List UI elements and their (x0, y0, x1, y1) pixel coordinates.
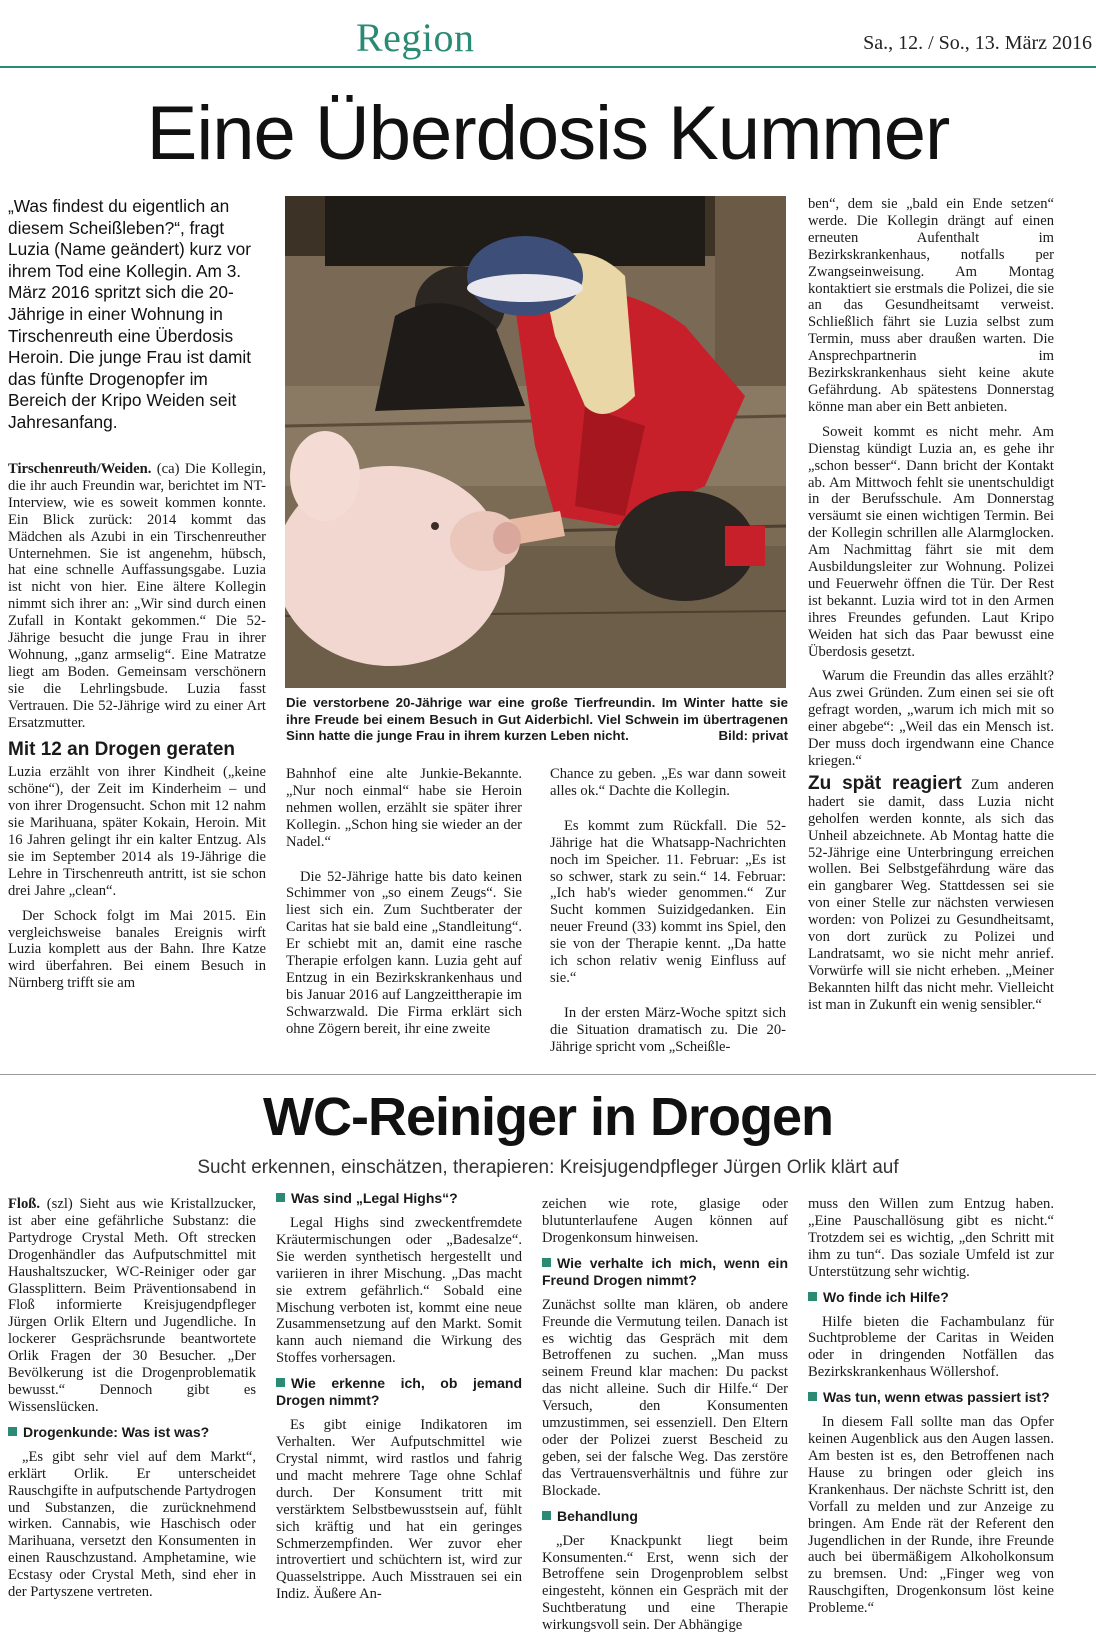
subheading-reagiert: Zu spät reagiert (808, 772, 962, 794)
article2-column-4 (808, 1196, 1054, 1617)
paragraph: Bahnhof eine alte Junkie-Bekannte. „Nur noch einmal“ habe sie Heroin nehmen wollen, erzählt sie später ihrer Kollegin. „Schon hing sie wieder an der Nadel.“ (286, 766, 522, 850)
paragraph: „Es gibt sehr viel auf dem Markt“, erklärt Orlik. Er unterscheidet Rauschgifte in aufputschende Partydrogen und Substanzen, die zurücknehmend wirken. Cannabis, wie Haschisch oder Marihuana, versetzt den Konsumenten in einen Rauschzustand. Amphetamine, wie Ecstasy oder Crystal Meth, sind eher in der Partyszene vertreten. (8, 1448, 256, 1601)
paragraph-text: (szl) Sieht aus wie Kristallzucker, ist aber eine gefährliche Substanz: die Partydroge Crystal Meth. Oft strecken Drogenhändler das Aufputschmittel mit Haushaltszucker, WC-Reiniger oder gar Glassplittern. Beim Präventionsabend in Floß informierte Kreisjugendpfleger Jürgen Orlik Eltern und Jugendliche. In lockerer Gesprächsrunde beantwortete Orlik Fragen der 30 Besucher. „Der Bevölkerung ist die Drogenproblematik bewusst.“ Dennoch gibt es Wissenslücken. (8, 1196, 256, 1415)
paragraph: Soweit kommt es nicht mehr. Am Dienstag kündigt Luzia an, es gehe ihr „schon besser“. Dann bricht der Kontakt ab. Am Mittwoch fehlt sie unentschuldigt in der Berufsschule. Am Donnerstag versäumt sie einen wichtigen Termin. Bei der Kollegin schrillen alle Alarmglocken. Am Nachmittag fährt sie mit dem Ausbildungsleiter zur Wohnung. Polizei und Feuerwehr öffnen die Tür. Der Rest ist bekannt. Luzia wird tot in den Armen ihres Freundes gefunden. Laut Kripo Weiden hat sich das Paar bewusst eine Überdosis gesetzt. (808, 423, 1054, 660)
paragraph: Legal Highs sind zweckentfremdete Kräutermischungen oder „Badesalze“. Sie werden synthetisch hergestellt und variieren in ihrer Mischung. „Das macht sie extrem gefährlich.“ Sobald eine Mischung verboten ist, kommt eine neue Zusammensetzung auf den Markt. Somit kann auch niemand die Wirkung des Stoffes vorhersagen. (276, 1215, 522, 1367)
paragraph (808, 772, 1054, 1014)
paragraph: muss den Willen zum Entzug haben. „Eine Pauschallösung gibt es nicht.“ Trotzdem sei es wichtig, „den Schritt mit ihm zu tun“. Das soziale Umfeld ist zur Unterstützung sehr wichtig. (808, 1196, 1054, 1280)
article2-column-3 (542, 1196, 788, 1634)
paragraph: „Der Knackpunkt liegt beim Konsumenten.“ Erst, wenn sich der Betroffene sein Drogenproblem selbst eingesteht, können ein Gespräch mit der Suchtberatung und eine Therapie wirkungsvoll sein. Der Abhängige (542, 1532, 788, 1634)
subheading-drogen: Mit 12 an Drogen geraten (8, 738, 235, 760)
photo-caption (286, 695, 788, 745)
bullet-square-icon (542, 1511, 551, 1520)
bullet-square-icon (276, 1378, 285, 1387)
page-header (0, 0, 1096, 70)
article1-column-4 (808, 196, 1054, 1014)
caption-text: Die verstorbene 20-Jährige war eine große Tierfreundin. Im Winter hatte sie ihre Freude bei einem Besuch in Gut Aiderbichl. Viel Schwein im übertragenen Sinn hatte die junge Frau in ihrem kurzen Leben nicht. (286, 695, 788, 743)
question-heading (542, 1255, 788, 1289)
question-text: Was sind „Legal Highs“? (291, 1190, 458, 1206)
paragraph: Luzia erzählt von ihrer Kindheit („keine schöne“), der Zeit im Kinderheim – und von ihrer Drogensucht. Schon mit 12 nahm sie Marihuana, später Kokain, Heroin. Mit 16 Jahren gelingt ihr ein kalter Entzug. Als sie im September 2014 als 19-Jährige die Lehre in Tirschenreuth antritt, ist sie schon drei Jahre „clean“. (8, 764, 266, 899)
photo-pig-and-girl (285, 196, 786, 688)
question-text: Wo finde ich Hilfe? (823, 1288, 949, 1305)
article1-column-3 (550, 766, 786, 1056)
paragraph: Es kommt zum Rückfall. Die 52-Jährige hat die Whatsapp-Nachrichten noch im Speicher. 11. Februar: „Es ist so schwer, stark zu sein.“ 14. Februar: „Ich hab's wieder genommen.“ Zur Sucht kommen Suizidgedanken. Ein neuer Freund (33) kommt ins Spiel, den sie von der Therapie kennt. „Da hatte ich schon relativ wenig Einfluss auf sie.“ (550, 817, 786, 986)
question-text: Wie verhalte ich mich, wenn ein Freund Drogen nimmt? (542, 1254, 788, 1288)
header-rule (0, 66, 1096, 68)
question-heading (276, 1190, 522, 1207)
question-text: Drogenkunde: Was ist was? (23, 1423, 210, 1440)
question-text: Behandlung (557, 1507, 638, 1524)
headline-second-subline: Sucht erkennen, einschätzen, therapieren: Kreisjugendpfleger Jürgen Orlik klärt auf (197, 1157, 899, 1178)
paragraph: Hilfe bieten die Fachambulanz für Suchtprobleme der Caritas in Weiden oder in dringenden Notfällen das Bezirkskrankenhaus Wöllershof. (808, 1313, 1054, 1381)
paragraph: Chance zu geben. „Es war dann soweit alles ok.“ Dachte die Kollegin. (550, 766, 786, 799)
headline-second: WC-Reiniger in Drogen (263, 1087, 833, 1147)
paragraph-text: (ca) Die Kollegin, die ihr auch Freundin war, berichtet im NT-Interview, wie es soweit kommen konnte. Ein Blick zurück: 2014 kommt das Mädchen als Azubi in ein Tirschenreuther Unternehmen. Sie ist angenehm, hübsch, hat eine schnelle Auffassungsgabe. Luzia ist nicht von hier. Eine ältere Kollegin nimmt sich ihrer an: „Wir sind durch einen Zufall in Kontakt gekommen.“ Die 52-Jährige besucht die junge Frau in ihrer Wohnung, „ganz armselig“. Eine Matratze liegt am Boden. Gemeinsam verschönern sie die Lehrlingsbude. Luzia fasst Vertrauen. Die 52-Jährige wird zu einer Art Ersatzmutter. (8, 461, 267, 731)
paragraph: In diesem Fall sollte man das Opfer keinen Augenblick aus den Augen lassen. Am besten ist es, den Betroffenen nach Hause zu bringen oder gleich ins Krankenhaus. Der nächste Schritt ist, den Vorfall zu melden und zur Anzeige zu bringen. Am Ende rät der Referent den Jugendlichen in der Runde, ihre Freunde auch bei übermäßigem Alkoholkonsum zu bremsen. Und: „Finger weg von Rauschgiften, Drogenkonsum löst keine Probleme.“ (808, 1414, 1054, 1617)
question-heading (8, 1424, 256, 1441)
paragraph: ben“, dem sie „bald ein Ende setzen“ werde. Die Kollegin drängt auf einen erneuten Aufenthalt im Bezirkskrankenhaus, notfalls per Zwangseinweisung. Am Montag kontaktiert sie erstmals die Polizei, die sie an das Gesundheitsamt verweist. Schließlich fährt sie Luzia selbst zum Termin, muss aber draußen warten. Die Ansprechpartnerin im Bezirkskrankenhaus sieht keine akute Gefährdung. Ab spätestens Donnerstag könne man aber ein Bett anbieten. (808, 196, 1055, 415)
section-title: Region (356, 15, 475, 60)
question-heading (276, 1375, 522, 1409)
paragraph (8, 1196, 256, 1416)
article2-column-1 (8, 1196, 256, 1601)
paragraph: Es gibt einige Indikatoren im Verhalten. Wer Aufputschmittel wie Crystal nimmt, wird rastlos und fahrig und macht mehrere Tage ohne Schlaf durch. Der Konsument tritt mit verstärktem Selbstbewusstsein auf, fühlt sich kräftig und hat ein geringes Schmerzempfinden. Wer zuvor eher introvertiert und schüchtern ist, wird zur Quasselstrippe. Auch Misstrauen sei ein Indiz. Äußere An- (276, 1417, 522, 1603)
bullet-square-icon (8, 1427, 17, 1436)
paragraph (8, 461, 266, 732)
bullet-square-icon (808, 1392, 817, 1401)
article1-column-2 (286, 766, 522, 1038)
article-photo (285, 196, 786, 688)
paragraph: zeichen wie rote, glasige oder blutunterlaufene Augen können auf Drogenkonsum hinweisen. (542, 1196, 788, 1246)
question-text: Wie erkenne ich, ob jemand Drogen nimmt? (276, 1375, 522, 1409)
article-lead: „Was findest du eigentlich an diesem Scheißleben?“, fragt Luzia (Name geändert) kurz vor ihrem Tod eine Kollegin. Am 3. März 2016 spritzt sich die 20-Jährige in einer Wohnung in Tirschenreuth eine Überdosis Heroin. Die junge Frau ist damit das fünfte Drogenopfer im Bereich der Kripo Weiden seit Jahresanfang. (8, 196, 252, 432)
dateline: Floß. (8, 1196, 41, 1212)
bullet-square-icon (542, 1258, 551, 1267)
question-text: Was tun, wenn etwas passiert ist? (823, 1389, 1050, 1406)
bullet-square-icon (276, 1193, 285, 1202)
article2-column-2 (276, 1190, 522, 1603)
paragraph: In der ersten März-Woche spitzt sich die Situation dramatisch zu. Die 20-Jährige spricht vom „Scheißle- (550, 1004, 786, 1055)
paragraph: Die 52-Jährige hatte bis dato keinen Schimmer von „so einem Zeugs“. Sie liest sich ein. Zum Suchtberater der Caritas hat sie bald eine „Standleitung“. Er schiebt mit an, damit eine rasche Therapie erfolgen kann. Luzia geht auf Entzug in ein Bezirkskrankenhaus und bis Januar 2016 auf Langzeittherapie im Schwarzwald. Die Firma erklärt sich ohne Zögern bereit, ihr eine zweite (286, 868, 522, 1037)
paragraph: Der Schock folgt im Mai 2015. Ein vergleichsweise banales Ereignis wirft Luzia komplett aus der Bahn. Ihre Katze wird überfahren. Bei einem Besuch in Nürnberg trifft sie am (8, 907, 266, 992)
paragraph: Zunächst sollte man klären, ob andere Freunde die Vermutung teilen. Danach ist es wichtig das Gespräch mit dem Betroffenen zu suchen. „Man muss seinem Freund klar machen: Du packst das nicht alleine. Such dir Hilfe.“ Der Versuch, den Konsumenten umzustimmen, sei essenziell. Den Eltern oder der Polizei zuerst Bescheid zu geben, sei der falsche Weg. Das zerstöre das Vertrauensverhältnis und führe zur Blockade. (542, 1296, 788, 1499)
article-separator (0, 1074, 1096, 1075)
bullet-square-icon (808, 1292, 817, 1301)
question-heading (808, 1389, 1054, 1406)
paragraph-text: Zum anderen hadert sie damit, dass Luzia nicht geholfen werden konnte, als sich das Unheil abzeichnete. Ab Montag hatte die 52-Jährige eine Unterbringung erreichen wollen. Bei Selbstgefährdung wäre das ein gangbarer Weg. Stattdessen sei sie von einer Stelle zur nächsten verwiesen worden: von Polizei zu Gesundheitsamt, von dort zurück zu Polizei und Landratsamt, wo sie nicht mehr anrief. Vorwürfe will sie nicht erheben. „Meiner Bekannten hilft das nicht mehr. Vielleicht ist man in Zukunft ein wenig sensibler.“ (808, 776, 1054, 1013)
paragraph: Warum die Freundin das alles erzählt? Aus zwei Gründen. Zum einen sei sie oft gefragt worden, „warum ich mich mit so einer abgebe“: „Weil das ein Mensch ist. Der muss doch irgendwann eine Chance kriegen.“ (808, 668, 1054, 769)
photo-credit: Bild: privat (718, 728, 788, 743)
question-heading (542, 1508, 788, 1525)
dateline: Tirschenreuth/Weiden. (8, 461, 152, 477)
issue-date: Sa., 12. / So., 13. März 2016 (863, 32, 1092, 54)
article1-column-1 (8, 461, 266, 992)
question-heading (808, 1289, 1054, 1306)
headline-main: Eine Überdosis Kummer (146, 91, 950, 176)
